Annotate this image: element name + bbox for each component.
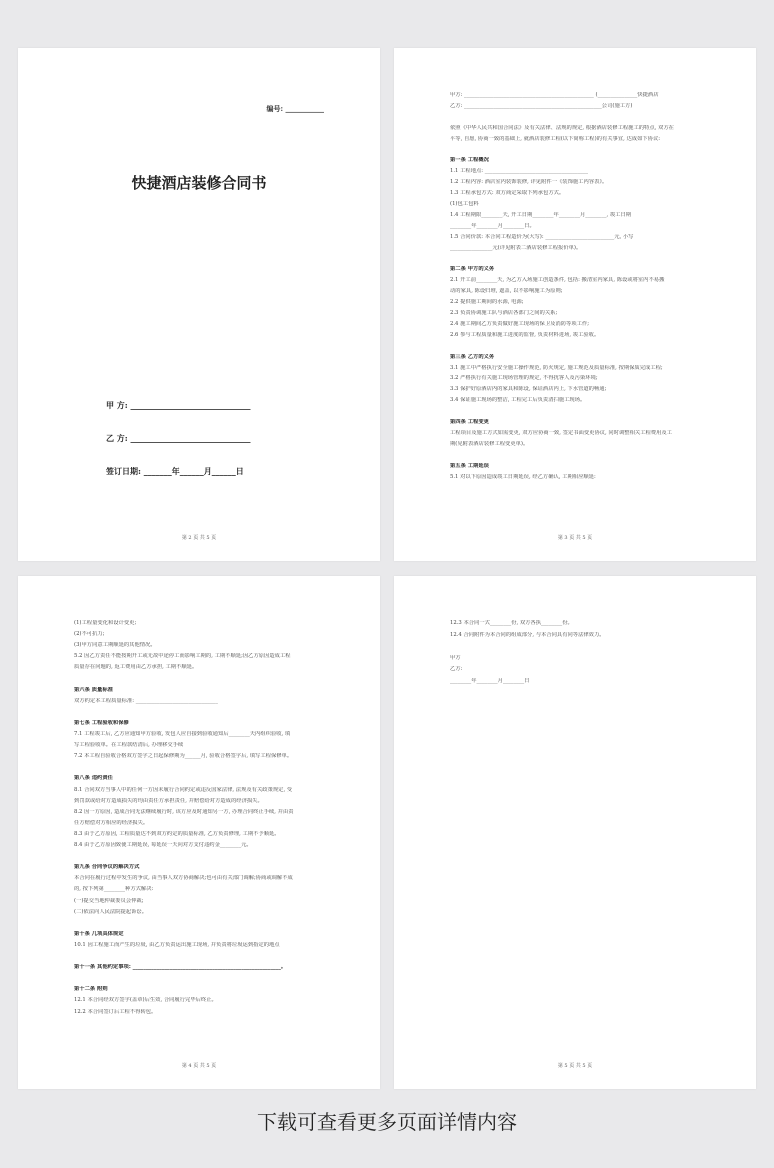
contract-text-line: 2.6 参与工程质量和施工进度的监督, 负责材料进场, 竣工验收。	[450, 331, 600, 338]
contract-text-line: 7.1 工程竣工后, 乙方应通知甲方验收, 发包人应自接到验收通知后________天内组织验收, 填	[74, 731, 291, 737]
page-footer: 第 3 页 共 5 页	[557, 535, 593, 541]
contract-text-line: 工程项目及施工方式如需变更, 双方应协商一致, 签定书面变更协议, 同时调整相关工程费用及工	[450, 429, 672, 436]
contract-text-line: ________年________月________日。	[450, 222, 535, 229]
clause-heading: 第一条 工程概况	[450, 157, 489, 164]
download-more-banner: 下载可查看更多页面详情内容	[257, 1110, 517, 1134]
contract-text-line: 3.4 保证施工现场的整洁, 工程完工后负责清扫施工现场。	[450, 397, 586, 404]
contract-text-line: 1.5 合同价款: 本合同工程造价为(大写): __________________________元, 小写	[450, 233, 634, 240]
contract-text-line: 10.1 因工程施工而产生的垃圾, 由乙方负责运出施工现场, 并负责将垃圾运到指定的地点	[74, 941, 280, 948]
clause-heading: 第十条 几项具体规定	[74, 930, 124, 937]
page-cover	[18, 48, 380, 561]
page-footer: 第 4 页 共 5 页	[181, 1063, 217, 1069]
page-footer: 第 2 页 共 5 页	[181, 535, 217, 541]
contract-text-line: 8.3 由于乙方原因, 工程质量达不到双方约定的质量标准, 乙方负责修理, 工期不予顺延。	[74, 830, 280, 837]
contract-text-line: 5.1 对以下原因造成竣工日期延误, 经乙方确认, 工期相应顺延:	[450, 473, 596, 480]
contract-text-line: 2.4 施工期间乙方负责做好施工现场的保卫及消防等项工作;	[450, 320, 590, 327]
clause-heading: 第四条 工程变更	[450, 419, 489, 425]
clause-heading: 第二条 甲方的义务	[450, 266, 495, 273]
contract-text-line: 质量存在问题的, 返工费用由乙方承担, 工期不顺延。	[74, 664, 198, 671]
contract-text-line: 乙方:	[450, 666, 463, 672]
contract-text-line: 甲方: _________________________________________________ (_______________快捷酒店	[450, 92, 659, 98]
contract-text-line: 动的家具, 陈设归堆, 遮盖, 以不影响施工为原则;	[450, 288, 563, 295]
clause-heading: 第十一条 其他约定事项: ________________________________________________________。	[74, 964, 287, 971]
contract-text-line: 1.3 工程承包方式: 双方商定采取下列承包方式。	[450, 190, 565, 197]
contract-text-line: 2.1 开工前________天, 为乙方入场施工创造条件, 包括: 搬清室内家具, 陈设或将室内不易搬	[450, 277, 665, 284]
sign-date-line: 签订日期: _______年______月______日	[106, 466, 244, 476]
contract-text-line: 到罚款或给对方造成损失的均由责任方承担责任, 并赔偿给对方造成的经济损失。	[74, 797, 263, 804]
contract-text-line: 5.2 因乙方责任不能按期开工或无故中途停工而影响工期的, 工期不顺延;因乙方原因造成工程	[74, 653, 291, 660]
contract-text-line: 甲方	[450, 654, 461, 661]
contract-text-line: 8.2 因一方原因, 造成合同无法继续履行时, 该方应及时通知另一方, 办理合同终止手续, 并由责	[74, 808, 294, 815]
contract-text-line: 3.3 保护好原酒店内的家具和陈设, 保证酒店内上, 下水管道的畅通;	[450, 386, 607, 393]
contract-text-line: 12.3 本合同一式________份, 双方各执________份。	[450, 620, 573, 626]
party-a-line: 甲 方: ______________________________	[106, 400, 251, 410]
clause-heading: 第三条 乙方的义务	[450, 353, 495, 360]
contract-text-line: 3.1 施工中严格执行安全施工操作规范, 防火规定, 施工规范及质量标准, 按期保质完成工程;	[450, 364, 663, 371]
page-3	[18, 576, 380, 1089]
contract-text-line: 1.4 工程期限________天, 开工日期________年________月________, 竣工日期	[450, 211, 632, 218]
contract-text-line: 依照《中华人民共和国合同法》及有关法律、法规的规定, 根据酒店装修工程施工的特点, 双方在	[450, 124, 674, 131]
contract-text-line: 期(见附表酒店装修工程变更单)。	[450, 440, 529, 447]
page-2	[394, 48, 756, 561]
page-4	[394, 576, 756, 1089]
contract-text-line: ________年________月________日	[450, 677, 530, 684]
contract-text-line: (3)甲方同意工期顺延的其他情况。	[74, 642, 156, 649]
contract-text-line: 8.4 由于乙方原因致使工期延误, 每延误一天向对方支付违约金________元。	[74, 842, 252, 848]
contract-text-line: 1.1 工程地点: _______________________________________	[450, 168, 589, 175]
party-b-line: 乙 方: ______________________________	[106, 433, 251, 443]
contract-text-line: (2)不可抗力;	[74, 631, 105, 638]
contract-text-line: 12.4 合同附件为本合同的组成部分, 与本合同具有同等法律效力。	[450, 631, 605, 638]
clause-heading: 第六条 质量标准	[74, 686, 113, 693]
clause-heading: 第八条 违约责任	[74, 775, 113, 782]
contract-text-line: 7.2 本工程自验收合格双方签字之日起保修期为______月, 验收合格签字后, 填写工程保修单。	[74, 753, 293, 760]
contract-text-line: (1)工程量变化和设计变更;	[74, 620, 137, 626]
contract-text-line: 2.3 负责协调施工队与酒店各部门之间的关系;	[450, 310, 558, 316]
clause-heading: 第十二条 附则	[74, 986, 108, 993]
contract-text-line: 乙方: ____________________________________________________公司(施工方)	[450, 102, 633, 109]
contract-text-line: (1)包工包料	[450, 201, 479, 207]
contract-text-line: 1.2 工程内容: 酒店室内装饰装修, 详见附件一《装饰施工内容表》。	[450, 179, 608, 186]
contract-text-line: 2.2 提供施工期间的水源, 电源;	[450, 299, 524, 306]
contract-text-line: 12.2 本合同签订后工程不得转包。	[74, 1008, 157, 1015]
contract-text-line: 写工程验收单。在工程款结清后, 办理移交手续	[74, 742, 184, 749]
contract-text-line: ________________元(详见附表二酒店装修工程报价单)。	[450, 244, 582, 251]
contract-text-line: 双方约定本工程质量标准: _______________________________	[74, 697, 218, 704]
contract-number-label: 编号: ___________	[266, 104, 324, 113]
clause-heading: 第七条 工程验收和保修	[74, 719, 129, 726]
contract-text-line: 8.1 合同双方当事人中的任何一方因未履行合同约定或违反国家法律, 法规及有关政策规定, 受	[74, 786, 293, 793]
contract-text-line: 的, 按下列第________种方式解决:	[74, 886, 154, 893]
contract-text-line: (二)依法向人民法院提起诉讼。	[74, 908, 147, 915]
contract-title: 快捷酒店装修合同书	[131, 174, 267, 192]
clause-heading: 第五条 工期延误	[450, 462, 489, 469]
contract-text-line: 本合同在履行过程中发生的争议, 由当事人双方协商解决;也可由有关部门调解;协商或调解不成	[74, 875, 293, 882]
clause-heading: 第九条 合同争议的解决方式	[74, 864, 140, 871]
page-footer: 第 5 页 共 5 页	[557, 1063, 593, 1069]
contract-text-line: 平等, 自愿, 协商一致的基础上, 就酒店装修工程(以下简称工程)的有关事宜, 达成如下协议:	[450, 135, 661, 142]
contract-text-line: 12.1 本合同经双方签字(盖章)后生效, 合同履行完毕后终止。	[74, 997, 217, 1004]
contract-text-line: (一)提交当地仲裁委员会仲裁;	[74, 897, 144, 904]
contract-text-line: 3.2 严格执行有关施工现场管理的规定, 不得扰客人及污染环境;	[450, 375, 598, 382]
contract-text-line: 任方赔偿对方相应的经济损失。	[74, 819, 149, 826]
